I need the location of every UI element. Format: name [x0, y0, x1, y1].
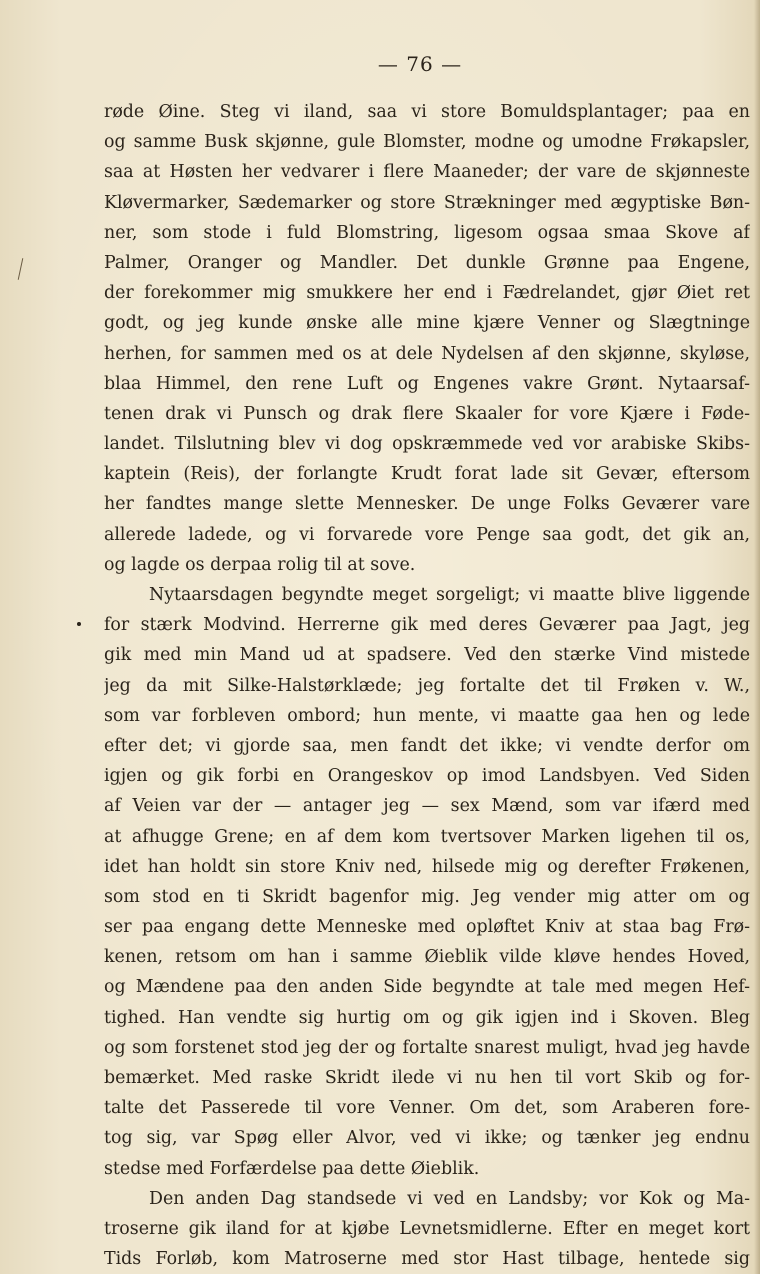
- text-line: ner, som stode i fuld Blomstring, ligesom ogsaa smaa Skove af: [104, 222, 750, 243]
- text-line: blaa Himmel, den rene Luft og Engenes vakre Grønt. Nytaarsaf-: [104, 373, 750, 394]
- text-line: Kløvermarker, Sædemarker og store Strækninger med ægyptiske Bøn-: [104, 192, 750, 213]
- text-line: Nytaarsdagen begyndte meget sorgeligt; vi maatte blive liggende: [149, 585, 750, 605]
- text-line: efter det; vi gjorde saa, men fandt det ikke; vi vendte derfor om: [104, 735, 750, 756]
- text-line: allerede ladede, og vi forvarede vore Penge saa godt, det gik an,: [104, 524, 750, 545]
- text-line: og samme Busk skjønne, gule Blomster, modne og umodne Frøkapsler,: [104, 132, 750, 153]
- text-line: herhen, for sammen med os at dele Nydelsen af den skjønne, skyløse,: [104, 343, 750, 364]
- text-line: Tids Forløb, kom Matroserne med stor Hast tilbage, hentede sig: [104, 1249, 750, 1270]
- text-line: talte det Passerede til vore Venner. Om det, som Araberen fore-: [104, 1098, 750, 1119]
- text-line: saa at Høsten her vedvarer i flere Maaneder; der vare de skjønneste: [104, 162, 750, 183]
- page-number: — 76 —: [377, 52, 463, 76]
- text-line: landet. Tilslutning blev vi dog opskræmmede ved vor arabiske Skibs-: [104, 434, 750, 455]
- text-line: for stærk Modvind. Herrerne gik med deres Geværer paa Jagt, jeg: [104, 615, 750, 636]
- text-line: som var forbleven ombord; hun mente, vi maatte gaa hen og lede: [104, 705, 750, 726]
- body-text: [104, 97, 750, 1274]
- text-line: kenen, retsom om han i samme Øieblik vilde kløve hendes Hoved,: [104, 947, 750, 968]
- text-line: der forekommer mig smukkere her end i Fædrelandet, gjør Øiet ret: [104, 283, 750, 304]
- text-line: og Mændene paa den anden Side begyndte at tale med megen Hef-: [104, 977, 750, 998]
- text-line: her fandtes mange slette Mennesker. De unge Folks Geværer vare: [104, 494, 750, 515]
- text-line: bemærket. Med raske Skridt ilede vi nu hen til vort Skib og for-: [104, 1068, 750, 1088]
- text-line: idet han holdt sin store Kniv ned, hilsede mig og derefter Frøkenen,: [104, 856, 750, 877]
- margin-dot: [77, 622, 81, 626]
- text-line: troserne gik iland for at kjøbe Levnetsmidlerne. Efter en meget kort: [104, 1218, 750, 1239]
- text-line: Palmer, Oranger og Mandler. Det dunkle Grønne paa Engene,: [104, 252, 750, 273]
- text-line: kaptein (Reis), der forlangte Krudt forat lade sit Gevær, eftersom: [104, 464, 750, 485]
- text-line: og som forstenet stod jeg der og fortalte snarest muligt, hvad jeg havde: [104, 1037, 750, 1058]
- text-line: af Veien var der — antager jeg — sex Mænd, som var ifærd med: [104, 796, 750, 817]
- text-line: tog sig, var Spøg eller Alvor, ved vi ikke; og tænker jeg endnu: [104, 1128, 750, 1149]
- page-edge-shadow: [754, 0, 760, 1274]
- text-line: stedse med Forfærdelse paa dette Øieblik.: [104, 1158, 480, 1179]
- text-line: Den anden Dag standsede vi ved en Landsby; vor Kok og Ma-: [149, 1188, 750, 1209]
- text-line: tenen drak vi Punsch og drak flere Skaaler for vore Kjære i Føde-: [104, 403, 750, 424]
- text-line: jeg da mit Silke-Halstørklæde; jeg fortalte det til Frøken v. W.,: [104, 675, 750, 696]
- text-line: igjen og gik forbi en Orangeskov op imod Landsbyen. Ved Siden: [104, 766, 750, 787]
- text-line: godt, og jeg kunde ønske alle mine kjære Venner og Slægtninge: [104, 313, 750, 334]
- margin-pencil-mark: [18, 258, 24, 280]
- text-line: ser paa engang dette Menneske med opløftet Kniv at staa bag Frø-: [104, 917, 750, 938]
- text-line: tighed. Han vendte sig hurtig om og gik igjen ind i Skoven. Bleg: [104, 1007, 750, 1028]
- text-line: at afhugge Grene; en af dem kom tvertsover Marken ligehen til os,: [104, 826, 750, 847]
- text-line: gik med min Mand ud at spadsere. Ved den stærke Vind mistede: [104, 645, 750, 666]
- text-line: røde Øine. Steg vi iland, saa vi store Bomuldsplantager; paa en: [104, 102, 750, 122]
- text-line: og lagde os derpaa rolig til at sove.: [104, 554, 416, 575]
- text-line: som stod en ti Skridt bagenfor mig. Jeg vender mig atter om og: [104, 886, 750, 907]
